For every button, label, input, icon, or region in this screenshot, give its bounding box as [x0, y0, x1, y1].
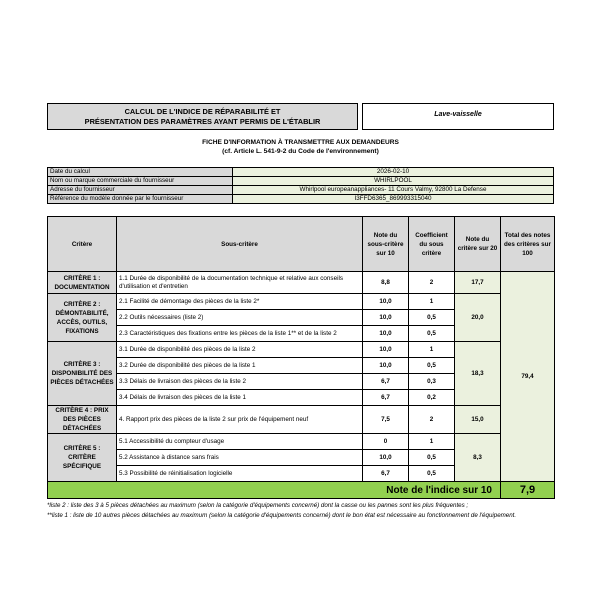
header-note20: Note du critère sur 20 — [455, 217, 501, 272]
sub-criterion-coef: 0,5 — [409, 326, 455, 342]
sub-criterion-label: 5.1 Accessibilité du compteur d'usage — [117, 434, 363, 450]
supplier-info-table — [47, 167, 554, 204]
criterion-1: CRITÈRE 1 : DOCUMENTATION — [48, 272, 117, 294]
table-row — [48, 434, 555, 450]
sub-criterion-note: 10,0 — [363, 450, 409, 466]
sub-criterion-coef: 1 — [409, 342, 455, 358]
sub-criterion-label: 5.3 Possibilité de réinitialisation logicielle — [117, 466, 363, 482]
final-score-row — [48, 482, 555, 499]
footnote-2: **liste 1 : liste de 10 autres pièces détachées au maximum (selon la catégorie d'équipements concerné) dont le bon état est nécessaire au fonctionnement de l'équipement. — [47, 512, 517, 519]
criterion-3: CRITÈRE 3 : DISPONIBILITÉ DES PIÈCES DÉTACHÉES — [48, 342, 117, 406]
info-label: Date du calcul — [48, 168, 233, 177]
header-sous-critere: Sous-critère — [117, 217, 363, 272]
document-header — [47, 103, 554, 130]
sub-criterion-coef: 1 — [409, 434, 455, 450]
repairability-score-table — [47, 216, 555, 499]
sub-criterion-note: 6,7 — [363, 374, 409, 390]
sub-criterion-coef: 0,3 — [409, 374, 455, 390]
criterion-4-note: 15,0 — [455, 406, 501, 434]
sub-criterion-coef: 0,5 — [409, 466, 455, 482]
sub-criterion-label: 3.4 Délais de livraison des pièces de la liste 1 — [117, 390, 363, 406]
sub-criterion-note: 7,5 — [363, 406, 409, 434]
sub-criterion-coef: 2 — [409, 406, 455, 434]
table-row — [48, 406, 555, 434]
info-value: WHIRLPOOL — [233, 177, 554, 186]
sub-criterion-note: 6,7 — [363, 390, 409, 406]
info-label: Référence du modèle donnée par le fournisseur — [48, 195, 233, 204]
sub-criterion-note: 6,7 — [363, 466, 409, 482]
sub-criterion-label: 3.1 Durée de disponibilité des pièces de la liste 2 — [117, 342, 363, 358]
sub-criterion-label: 3.2 Durée de disponibilité des pièces de la liste 1 — [117, 358, 363, 374]
info-row — [48, 195, 554, 204]
product-category: Lave-vaisselle — [362, 103, 554, 130]
header-coef: Coefficient du sous critère — [409, 217, 455, 272]
sub-criterion-label: 5.2 Assistance à distance sans frais — [117, 450, 363, 466]
sub-criterion-coef: 0,5 — [409, 450, 455, 466]
subtitle — [47, 138, 554, 156]
sub-criterion-note: 10,0 — [363, 342, 409, 358]
total-score: 79,4 — [501, 272, 555, 482]
subtitle-line-1: FICHE D'INFORMATION À TRANSMETTRE AUX DEMANDEURS — [202, 139, 399, 146]
criterion-4: CRITÈRE 4 : PRIX DES PIÈCES DÉTACHÉES — [48, 406, 117, 434]
header-total: Total des notes des critères sur 100 — [501, 217, 555, 272]
criterion-2: CRITÈRE 2 : DÉMONTABILITÉ, ACCÈS, OUTILS, FIXATIONS — [48, 294, 117, 342]
title-line-2: PRÉSENTATION DES PARAMÈTRES AYANT PERMIS DE L'ÉTABLIR — [84, 116, 321, 126]
criterion-1-note: 17,7 — [455, 272, 501, 294]
sub-criterion-coef: 0,5 — [409, 310, 455, 326]
sub-criterion-note: 0 — [363, 434, 409, 450]
sub-criterion-note: 10,0 — [363, 310, 409, 326]
table-row — [48, 294, 555, 310]
sub-criterion-note: 10,0 — [363, 358, 409, 374]
criterion-2-note: 20,0 — [455, 294, 501, 342]
sub-criterion-note: 8,8 — [363, 272, 409, 294]
sub-criterion-label: 1.1 Durée de disponibilité de la documentation technique et relative aux conseils d'utilisation et d'entretien — [117, 272, 363, 294]
sub-criterion-label: 2.1 Facilité de démontage des pièces de la liste 2* — [117, 294, 363, 310]
sub-criterion-label: 3.3 Délais de livraison des pièces de la liste 2 — [117, 374, 363, 390]
subtitle-line-2: (cf. Article L. 541-9-2 du Code de l'environnement) — [222, 148, 379, 155]
final-score-value: 7,9 — [501, 482, 555, 499]
criterion-5: CRITÈRE 5 : CRITÈRE SPÉCIFIQUE — [48, 434, 117, 482]
header-critere: Critère — [48, 217, 117, 272]
info-row — [48, 168, 554, 177]
final-score-label: Note de l'indice sur 10 — [48, 482, 501, 499]
info-label: Adresse du fournisseur — [48, 186, 233, 195]
info-row — [48, 186, 554, 195]
sub-criterion-coef: 1 — [409, 294, 455, 310]
header-note10: Note du sous-critère sur 10 — [363, 217, 409, 272]
criterion-3-note: 18,3 — [455, 342, 501, 406]
table-header-row — [48, 217, 555, 272]
sub-criterion-coef: 0,5 — [409, 358, 455, 374]
sub-criterion-note: 10,0 — [363, 326, 409, 342]
info-row — [48, 177, 554, 186]
document-title — [47, 103, 358, 130]
table-row — [48, 342, 555, 358]
info-value: Whirlpool europeanappliances- 11 Cours Valmy, 92800 La Defense — [233, 186, 554, 195]
sub-criterion-label: 4. Rapport prix des pièces de la liste 2 sur prix de l'équipement neuf — [117, 406, 363, 434]
info-value: 2026-02-10 — [233, 168, 554, 177]
sub-criterion-label: 2.2 Outils nécessaires (liste 2) — [117, 310, 363, 326]
sub-criterion-note: 10,0 — [363, 294, 409, 310]
footnote-1: *liste 2 : liste des 3 à 5 pièces détachées au maximum (selon la catégorie d'équipements concerné) dont la casse ou les pannes sont les plus fréquentes ; — [47, 502, 469, 509]
table-row — [48, 272, 555, 294]
criterion-5-note: 8,3 — [455, 434, 501, 482]
info-value: I3FFD6365_869993315040 — [233, 195, 554, 204]
sub-criterion-label: 2.3 Caractéristiques des fixations entre les pièces de la liste 1** et de la liste 2 — [117, 326, 363, 342]
sub-criterion-coef: 0,2 — [409, 390, 455, 406]
title-line-1: CALCUL DE L'INDICE DE RÉPARABILITÉ ET — [124, 106, 281, 116]
footnotes — [47, 501, 557, 521]
info-label: Nom ou marque commerciale du fournisseur — [48, 177, 233, 186]
sub-criterion-coef: 2 — [409, 272, 455, 294]
